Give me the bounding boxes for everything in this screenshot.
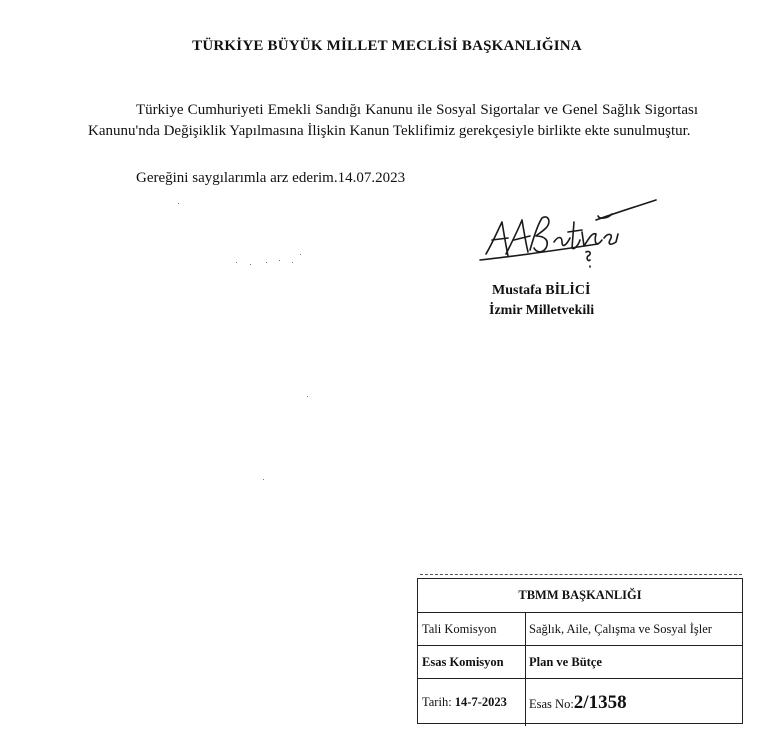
signer-block (489, 281, 595, 321)
esasno-value: 2/1358 (573, 692, 627, 713)
scan-speck (236, 262, 237, 263)
scan-speck (292, 262, 293, 263)
esasno-label: Esas No: (529, 697, 574, 711)
signer-title: İzmir Milletvekili (489, 303, 595, 318)
signer-name: Mustafa BİLİCİ (492, 283, 591, 298)
scan-speck (307, 396, 308, 397)
scan-speck (266, 262, 267, 263)
stamp-row-tali (418, 613, 742, 646)
stamp-row-esas (418, 646, 742, 679)
esas-value: Plan ve Bütçe (529, 655, 602, 669)
scan-speck (279, 260, 280, 261)
tali-label: Tali Komisyon (418, 613, 526, 645)
closing-line: Gereğini saygılarımla arz ederim.14.07.2023 (136, 170, 406, 186)
tarih-value: 14-7-2023 (454, 695, 507, 709)
stamp-row-tarih (418, 679, 742, 726)
signature-image (478, 192, 658, 272)
document-paragraph: Türkiye Cumhuriyeti Emekli Sandığı Kanunu ile Sosyal Sigortalar ve Genel Sağlık Sigortası Kanunu'nda Değişiklik Yapılmasına İlişkin Kanun Teklifimiz gerekçesiyle birlikte ekte sunulmuştur. (88, 102, 698, 139)
tarih-cell (418, 679, 526, 726)
document-heading: TÜRKİYE BÜYÜK MİLLET MECLİSİ BAŞKANLIĞINA (192, 38, 582, 54)
scan-speck (250, 264, 251, 265)
esas-label: Esas Komisyon (418, 646, 526, 678)
tali-value: Sağlık, Aile, Çalışma ve Sosyal İşler (529, 622, 712, 636)
stamp-header: TBMM BAŞKANLIĞI (418, 579, 742, 613)
scan-speck (263, 479, 264, 480)
stamp-top-dash (420, 574, 742, 575)
registry-stamp (417, 578, 743, 724)
tarih-label: Tarih: (422, 695, 452, 709)
scan-speck (300, 254, 301, 255)
esasno-cell (526, 679, 742, 726)
scan-speck (178, 203, 179, 204)
